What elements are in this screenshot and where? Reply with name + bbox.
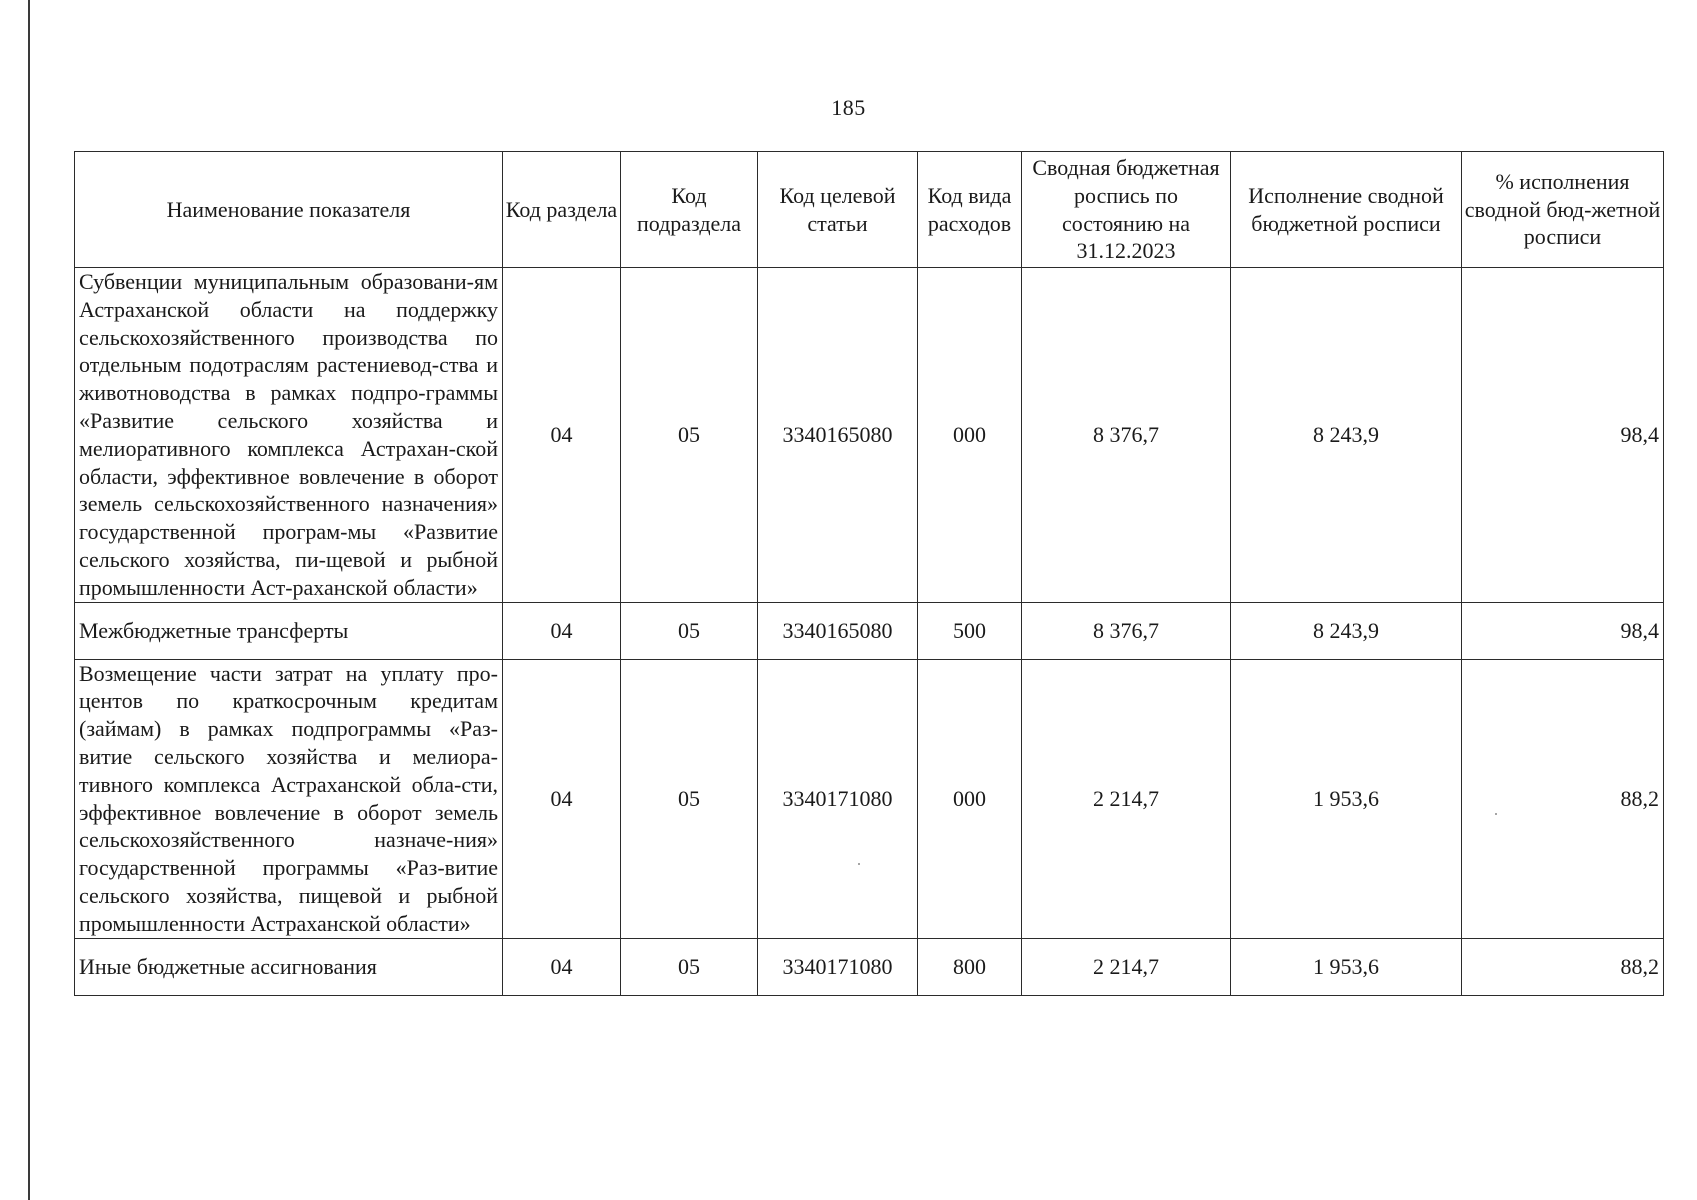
header-section-code: Код раздела <box>503 152 621 268</box>
row-percent: 98,4 <box>1462 268 1664 603</box>
row-budget: 2 214,7 <box>1022 938 1231 995</box>
row-subsection-code: 05 <box>621 268 758 603</box>
row-budget: 8 376,7 <box>1022 268 1231 603</box>
row-budget: 2 214,7 <box>1022 659 1231 938</box>
row-target-code: 3340165080 <box>758 268 918 603</box>
row-subsection-code: 05 <box>621 659 758 938</box>
scan-speck <box>858 863 860 865</box>
table-row <box>75 268 1664 603</box>
row-name: Иные бюджетные ассигнования <box>75 938 503 995</box>
table-row <box>75 602 1664 659</box>
row-expense-code: 000 <box>918 268 1022 603</box>
header-execution: Исполнение сводной бюджетной росписи <box>1231 152 1462 268</box>
table-row <box>75 938 1664 995</box>
row-target-code: 3340171080 <box>758 938 918 995</box>
row-section-code: 04 <box>503 602 621 659</box>
row-expense-code: 000 <box>918 659 1022 938</box>
row-execution: 8 243,9 <box>1231 268 1462 603</box>
row-percent: 88,2 <box>1462 659 1664 938</box>
row-percent: 88,2 <box>1462 938 1664 995</box>
row-subsection-code: 05 <box>621 938 758 995</box>
header-target-code: Код целевой статьи <box>758 152 918 268</box>
row-percent: 98,4 <box>1462 602 1664 659</box>
row-execution: 1 953,6 <box>1231 938 1462 995</box>
table-header-row <box>75 152 1664 268</box>
header-subsection-code: Код подраздела <box>621 152 758 268</box>
row-name: Межбюджетные трансферты <box>75 602 503 659</box>
scan-speck <box>1495 813 1497 815</box>
row-expense-code: 800 <box>918 938 1022 995</box>
row-execution: 8 243,9 <box>1231 602 1462 659</box>
row-execution: 1 953,6 <box>1231 659 1462 938</box>
table-row <box>75 659 1664 938</box>
header-percent: % исполнения сводной бюд-жетной росписи <box>1462 152 1664 268</box>
row-budget: 8 376,7 <box>1022 602 1231 659</box>
header-expense-code: Код вида расходов <box>918 152 1022 268</box>
row-target-code: 3340171080 <box>758 659 918 938</box>
header-name: Наименование показателя <box>75 152 503 268</box>
row-subsection-code: 05 <box>621 602 758 659</box>
row-section-code: 04 <box>503 659 621 938</box>
row-name: Возмещение части затрат на уплату про-центов по краткосрочным кредитам (займам) в рамках подпрограммы «Раз-витие сельского хозяйства и мелиора-тивного комплекса Астраханской обла-сти, эффективное вовлечение в оборот земель сельскохозяйственного назначе-ния» государственной программы «Раз-витие сельского хозяйства, пищевой и рыбной промышленности Астраханской области» <box>75 659 503 938</box>
row-section-code: 04 <box>503 938 621 995</box>
row-target-code: 3340165080 <box>758 602 918 659</box>
page-margin-line <box>28 0 30 1200</box>
header-budget: Сводная бюджетная роспись по состоянию на 31.12.2023 <box>1022 152 1231 268</box>
row-name: Субвенции муниципальным образовани-ям Астраханской области на поддержку сельскохозяйственного производства по отдельным подотраслям растениевод-ства и животноводства в рамках подпро-граммы «Развитие сельского хозяйства и мелиоративного комплекса Астрахан-ской области, эффективное вовлечение в оборот земель сельскохозяйственного назначения» государственной програм-мы «Развитие сельского хозяйства, пи-щевой и рыбной промышленности Аст-раханской области» <box>75 268 503 603</box>
row-expense-code: 500 <box>918 602 1022 659</box>
page-number: 185 <box>831 95 866 120</box>
budget-execution-table <box>74 151 1664 996</box>
row-section-code: 04 <box>503 268 621 603</box>
